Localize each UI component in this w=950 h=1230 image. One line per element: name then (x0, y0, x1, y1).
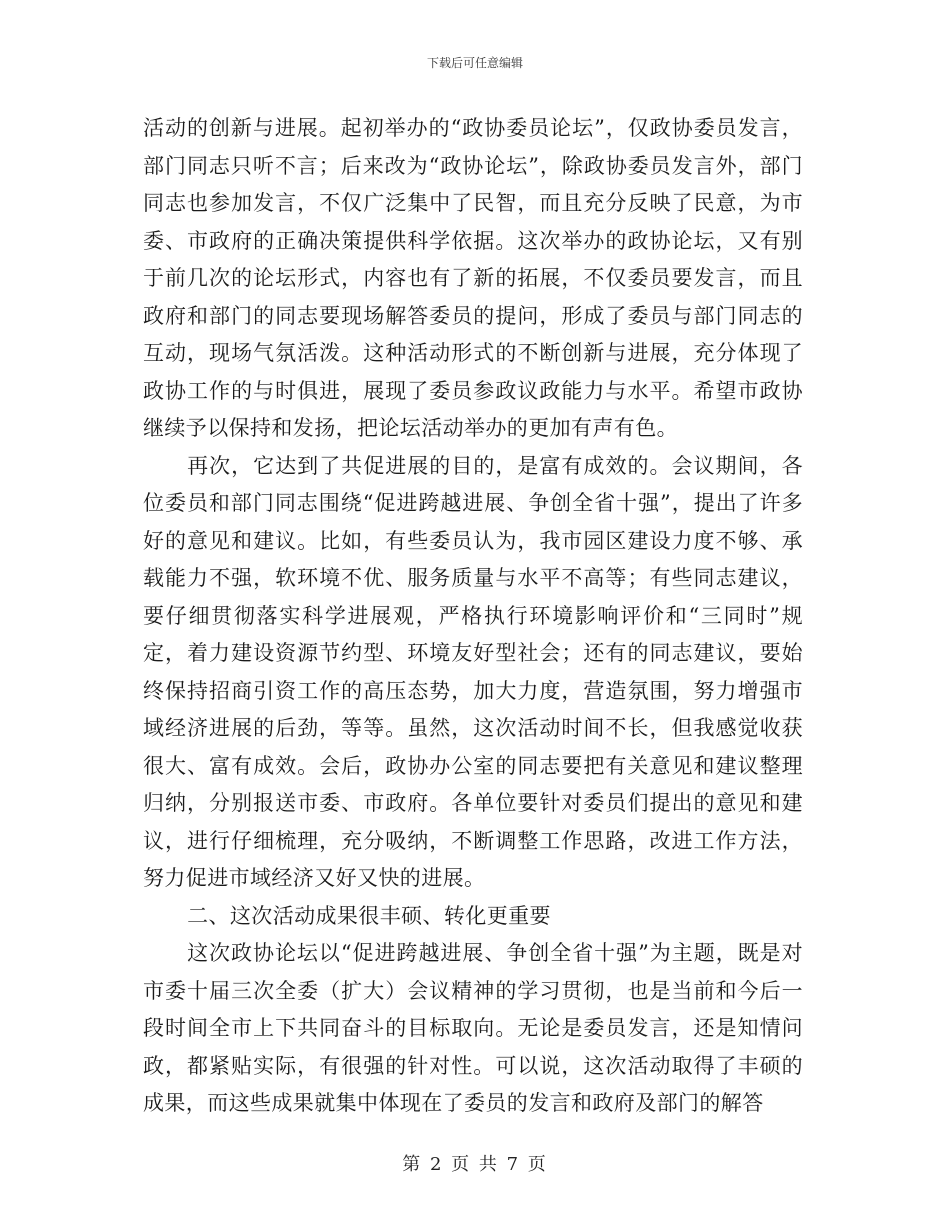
page-footer: 第 2 页 共 7 页 (402, 1154, 548, 1175)
paragraph-1: 活动的创新与进展。起初举办的“政协委员论坛”，仅政协委员发言，部门同志只听不言；后来改为“政协论坛”，除政协委员发言外，部门同志也参加发言，不仅广泛集中了民智，而且充分反映了民意，为市委、市政府的正确决策提供科学依据。这次举办的政协论坛，又有别于前几次的论坛形式，内容也有了新的拓展，不仅委员要发言，而且政府和部门的同志要现场解答委员的提问，形成了委员与部门同志的互动，现场气氛活泼。这种活动形式的不断创新与进展，充分体现了政协工作的与时俱进，展现了委员参政议政能力与水平。希望市政协继续予以保持和发扬，把论坛活动举办的更加有声有色。 (143, 116, 803, 440)
document-body (143, 110, 803, 1123)
paragraph-2: 再次，它达到了共促进展的目的，是富有成效的。会议期间，各位委员和部门同志围绕“促进跨越进展、争创全省十强”，提出了许多好的意见和建议。比如，有些委员认为，我市园区建设力度不够、承载能力不强，软环境不优、服务质量与水平不高等；有些同志建议，要仔细贯彻落实科学进展观，严格执行环境影响评价和“三同时”规定，着力建设资源节约型、环境友好型社会；还有的同志建议，要始终保持招商引资工作的高压态势，加大力度，营造氛围，努力增强市域经济进展的后劲，等等。虽然，这次活动时间不长，但我感觉收获很大、富有成效。会后，政协办公室的同志要把有关意见和建议整理归纳，分别报送市委、市政府。各单位要针对委员们提出的意见和建议，进行仔细梳理，充分吸纳，不断调整工作思路，改进工作方法，努力促进市域经济又好又快的进展。 (143, 453, 803, 890)
page-header: 下载后可任意编辑 (426, 56, 523, 70)
section-heading: 二、这次活动成果很丰硕、转化更重要 (187, 903, 551, 928)
paragraph-3: 这次政协论坛以“促进跨越进展、争创全省十强”为主题，既是对市委十届三次全委（扩大）会议精神的学习贯彻，也是当前和今后一段时间全市上下共同奋斗的目标取向。无论是委员发言，还是知情问政，都紧贴实际，有很强的针对性。可以说，这次活动取得了丰硕的成果，而这些成果就集中体现在了委员的发言和政府及部门的解答 (143, 941, 803, 1115)
